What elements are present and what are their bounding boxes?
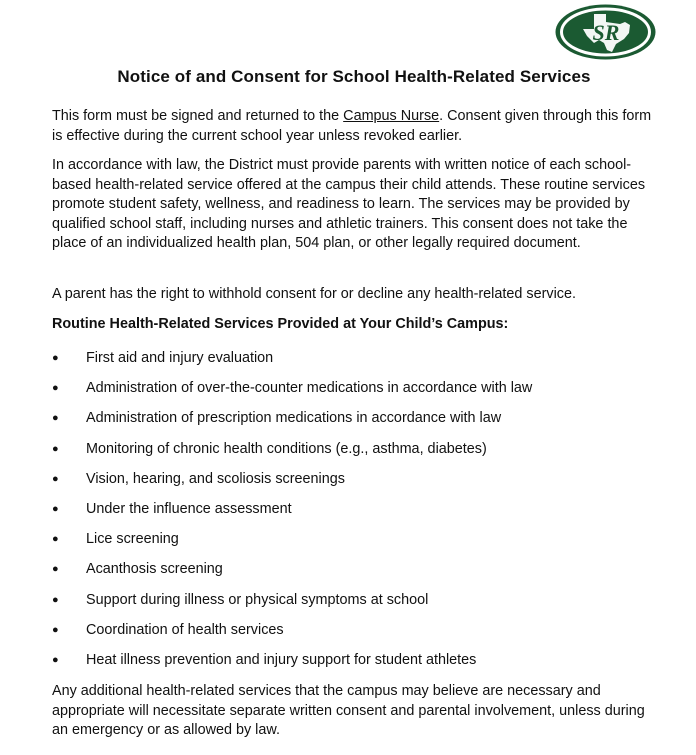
bullet-icon: ● — [52, 502, 59, 515]
intro-text-start: This form must be signed and returned to the — [52, 108, 344, 124]
bullet-icon: ● — [52, 623, 59, 636]
service-label: First aid and injury evaluation — [86, 350, 274, 366]
list-item — [52, 648, 672, 678]
service-label: Lice screening — [86, 531, 179, 548]
services-list — [52, 346, 672, 678]
service-label: Administration of over-the-counter medications in accordance with law — [86, 380, 533, 397]
bullet-icon: ● — [52, 593, 59, 606]
page-title: Notice of and Consent for School Health-Related Services — [117, 67, 591, 86]
list-item — [52, 467, 672, 497]
service-label: Monitoring of chronic health conditions (e.g., asthma, diabetes) — [86, 440, 487, 457]
bullet-icon: ● — [52, 653, 59, 666]
list-item — [52, 557, 672, 587]
list-item — [52, 527, 672, 557]
notice-paragraph: In accordance with law, the District must provide parents with written notice of each school-based health-related service offered at the campus their child attends. These routine services promote student safety, wellness, and readiness to learn. The services may be provided by qualified school staff, including nurses and athletic trainers. This consent does not take the place of an individualized health plan, 504 plan, or other legally required document. — [52, 157, 646, 252]
closing-paragraph: Any additional health-related services that the campus may believe are necessary and appropriate will necessitate separate written consent and parental involvement, unless during an emergency or as allowed by law. — [52, 683, 645, 739]
bullet-icon: ● — [52, 472, 59, 485]
service-label: Support during illness or physical symptoms at school — [86, 591, 429, 608]
list-item — [52, 588, 672, 618]
intro-paragraph — [52, 107, 662, 146]
service-label: Under the influence assessment — [86, 500, 292, 517]
bullet-icon: ● — [52, 352, 59, 364]
service-label: Vision, hearing, and scoliosis screenings — [86, 470, 345, 487]
bullet-icon: ● — [52, 563, 59, 576]
service-label: Administration of prescription medications in accordance with law — [86, 410, 502, 427]
list-item — [52, 618, 672, 648]
list-item — [52, 497, 672, 527]
list-item — [52, 376, 672, 406]
bullet-icon: ● — [52, 533, 59, 546]
list-item — [52, 406, 672, 436]
list-item — [52, 346, 672, 376]
service-label: Coordination of health services — [86, 621, 284, 638]
intro-text-end: . Consent given through this form is effective during the current school year unless revoked earlier. — [52, 108, 652, 144]
service-label: Heat illness prevention and injury support for student athletes — [86, 651, 477, 668]
services-heading: Routine Health-Related Services Provided at Your Child’s Campus: — [52, 316, 509, 332]
rights-paragraph: A parent has the right to withhold consent for or decline any health-related service. — [52, 286, 576, 302]
list-item — [52, 437, 672, 467]
bullet-icon: ● — [52, 412, 59, 425]
campus-nurse-link[interactable]: Campus Nurse — [343, 108, 440, 124]
bullet-icon: ● — [52, 442, 59, 455]
texas-star-logo-icon — [554, 3, 657, 61]
service-label: Acanthosis screening — [86, 561, 223, 578]
logo-initials: SR — [592, 20, 620, 45]
bullet-icon: ● — [52, 382, 59, 395]
